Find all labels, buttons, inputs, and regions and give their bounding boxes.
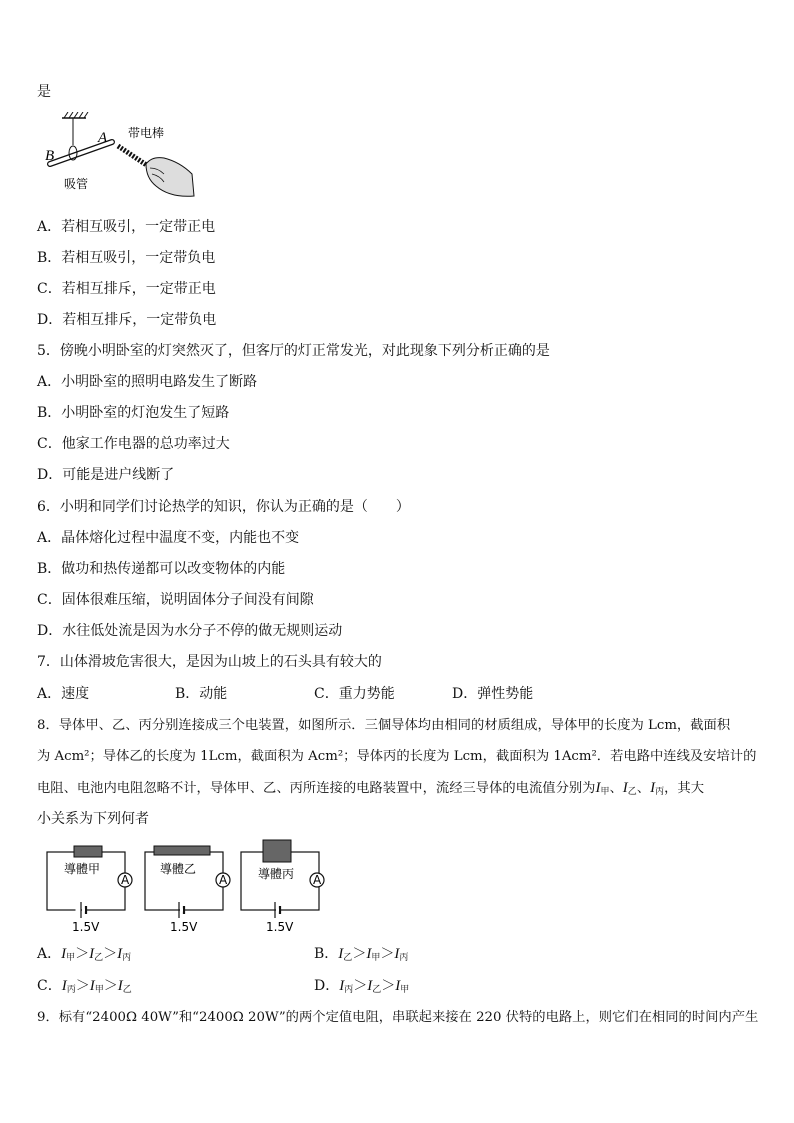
q5-option-a: A．小明卧室的照明电路发生了断路 [37, 374, 258, 390]
circuit-jia [47, 846, 132, 934]
q4-option-c: C．若相互排斥，一定带正电 [37, 281, 216, 297]
q8-option-c: C．$I_丙>I_甲>I_乙$ [37, 978, 132, 995]
charged-rod-straw-figure [42, 112, 202, 198]
straw-label: 吸管 [64, 177, 89, 191]
q6-option-a: A．晶体熔化过程中温度不变，内能也不变 [37, 530, 300, 546]
hand-icon [146, 158, 194, 197]
point-b-label: B [45, 148, 55, 164]
svg-text:A: A [121, 873, 130, 887]
q4-option-b: B．若相互吸引，一定带负电 [37, 250, 216, 266]
q8-stem-line-3: 电阻、电池内电阻忽略不计，导体甲、乙、丙所连接的电路装置中，流经三导体的电流值分别为$I_甲$、$I_乙$、$I_丙$，其大 [37, 780, 704, 797]
q5-option-d: D．可能是进户线断了 [37, 467, 175, 483]
q8-option-a: A．$I_甲>I_乙>I_丙$ [37, 946, 132, 963]
point-a-label: A [98, 130, 108, 146]
circuit-yi-label: 導體乙 [160, 862, 197, 876]
ceiling-hatch [64, 112, 88, 118]
q7-option-c: C．重力势能 [314, 686, 395, 702]
battery-voltage-3: 1.5V [266, 920, 294, 934]
svg-text:A: A [219, 873, 228, 887]
q8-stem-line-4: 小关系为下列何者 [37, 811, 149, 827]
q9-stem: 9．标有“2400Ω 40W”和“2400Ω 20W”的两个定值电阻，串联起来接在 220 伏特的电路上，则它们在相同的时间内产生 [37, 1010, 759, 1025]
rod-label: 带电棒 [128, 126, 165, 140]
conductor-bing [263, 840, 291, 862]
question-continuation-word: 是 [37, 84, 51, 100]
battery-voltage-2: 1.5V [170, 920, 198, 934]
q7-option-b: B．动能 [175, 686, 228, 702]
q8-stem-line-1: 8．导体甲、乙、丙分别连接成三个电装置，如图所示．三個导体均由相同的材质组成，导体甲的长度为 Lcm，截面积 [37, 718, 731, 733]
q8-option-b: B．$I_乙>I_甲>I_丙$ [314, 946, 409, 963]
q6-option-b: B．做功和热传递都可以改变物体的内能 [37, 561, 286, 577]
q6-option-d: D．水往低处流是因为水分子不停的做无规则运动 [37, 623, 343, 639]
q4-option-d: D．若相互排斥，一定带负电 [37, 312, 217, 328]
circuit-jia-label: 導體甲 [64, 862, 101, 876]
conductor-jia [74, 846, 102, 857]
q8-option-d: D．$I_丙>I_乙>I_甲$ [314, 978, 410, 995]
q5-option-c: C．他家工作电器的总功率过大 [37, 436, 230, 452]
circuit-bing [241, 840, 324, 934]
circuit-yi [145, 846, 230, 934]
q6-stem: 6．小明和同学们讨论热学的知识，你认为正确的是（ ） [37, 499, 410, 515]
battery-voltage-1: 1.5V [72, 920, 100, 934]
q8-stem-line-2: 为 Acm²；导体乙的长度为 1Lcm，截面积为 Acm²；导体丙的长度为 Lcm，截面积为 1Acm²．若电路中连线及安培计的 [37, 749, 757, 764]
svg-text:A: A [313, 873, 322, 887]
conductor-yi [154, 846, 210, 855]
q7-option-a: A．速度 [37, 686, 90, 702]
q6-option-c: C．固体很难压缩，说明固体分子间没有间隙 [37, 592, 314, 608]
q5-stem: 5．傍晚小明卧室的灯突然灭了，但客厅的灯正常发光，对此现象下列分析正确的是 [37, 343, 550, 359]
circuit-bing-label: 導體丙 [258, 867, 295, 881]
three-circuits-figure [42, 838, 332, 936]
q7-option-d: D．弹性势能 [452, 686, 534, 702]
q5-option-b: B．小明卧室的灯泡发生了短路 [37, 405, 230, 421]
q7-stem: 7．山体滑坡危害很大，是因为山坡上的石头具有较大的 [37, 654, 382, 670]
q4-option-a: A．若相互吸引，一定带正电 [37, 219, 216, 235]
